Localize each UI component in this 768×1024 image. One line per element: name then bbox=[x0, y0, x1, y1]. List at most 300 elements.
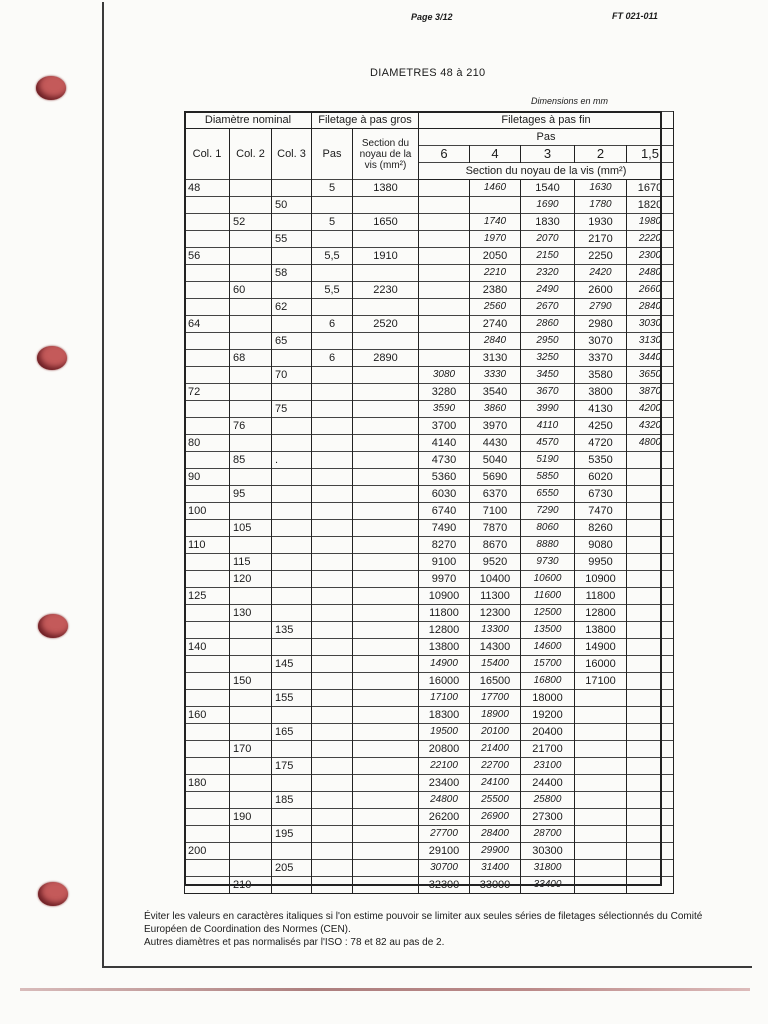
cell-col2: 95 bbox=[230, 486, 272, 503]
cell-fine-3: 3670 bbox=[521, 384, 575, 401]
cell-fine-4: 33000 bbox=[470, 877, 521, 894]
table-row bbox=[185, 792, 674, 809]
cell-col3 bbox=[272, 843, 312, 860]
cell-col2 bbox=[230, 690, 272, 707]
cell-coarse-pitch bbox=[312, 656, 353, 673]
table-row bbox=[185, 469, 674, 486]
cell-col3 bbox=[272, 639, 312, 656]
cell-coarse-pitch bbox=[312, 622, 353, 639]
cell-fine-1-5 bbox=[627, 656, 674, 673]
cell-col3 bbox=[272, 316, 312, 333]
cell-fine-6 bbox=[419, 299, 470, 316]
cell-coarse-pitch bbox=[312, 554, 353, 571]
cell-fine-4: 2840 bbox=[470, 333, 521, 350]
cell-col1: 140 bbox=[185, 639, 230, 656]
table-row bbox=[185, 503, 674, 520]
cell-fine-6: 8270 bbox=[419, 537, 470, 554]
cell-fine-3: 2860 bbox=[521, 316, 575, 333]
cell-coarse-pitch bbox=[312, 673, 353, 690]
cell-coarse-pitch bbox=[312, 826, 353, 843]
cell-coarse-pitch bbox=[312, 469, 353, 486]
cell-coarse-pitch bbox=[312, 520, 353, 537]
cell-coarse-section bbox=[353, 605, 419, 622]
cell-col1 bbox=[185, 724, 230, 741]
cell-fine-1-5: 2480 bbox=[627, 265, 674, 282]
cell-col2 bbox=[230, 792, 272, 809]
cell-col2 bbox=[230, 537, 272, 554]
cell-col1: 200 bbox=[185, 843, 230, 860]
cell-fine-6: 29100 bbox=[419, 843, 470, 860]
header-fine-pitch: Pas bbox=[419, 129, 674, 146]
cell-col1 bbox=[185, 333, 230, 350]
cell-coarse-pitch: 5,5 bbox=[312, 248, 353, 265]
cell-fine-4: 16500 bbox=[470, 673, 521, 690]
table-row bbox=[185, 639, 674, 656]
cell-coarse-pitch bbox=[312, 860, 353, 877]
cell-fine-6: 3280 bbox=[419, 384, 470, 401]
cell-col3 bbox=[272, 248, 312, 265]
cell-coarse-section bbox=[353, 333, 419, 350]
cell-fine-2: 14900 bbox=[575, 639, 627, 656]
cell-coarse-section bbox=[353, 401, 419, 418]
cell-fine-4: 13300 bbox=[470, 622, 521, 639]
cell-col1 bbox=[185, 673, 230, 690]
cell-col1 bbox=[185, 622, 230, 639]
cell-fine-2: 2250 bbox=[575, 248, 627, 265]
cell-col2: 170 bbox=[230, 741, 272, 758]
header-col2: Col. 2 bbox=[230, 129, 272, 180]
cell-fine-2 bbox=[575, 775, 627, 792]
cell-col1 bbox=[185, 452, 230, 469]
cell-coarse-pitch bbox=[312, 231, 353, 248]
cell-col1 bbox=[185, 690, 230, 707]
cell-coarse-pitch bbox=[312, 741, 353, 758]
cell-fine-2: 4720 bbox=[575, 435, 627, 452]
cell-coarse-pitch bbox=[312, 588, 353, 605]
cell-fine-1-5 bbox=[627, 690, 674, 707]
cell-fine-3: 18000 bbox=[521, 690, 575, 707]
cell-fine-2: 5350 bbox=[575, 452, 627, 469]
cell-coarse-section bbox=[353, 197, 419, 214]
cell-fine-1-5 bbox=[627, 792, 674, 809]
cell-fine-3: 2670 bbox=[521, 299, 575, 316]
cell-col2 bbox=[230, 367, 272, 384]
cell-fine-3: 13500 bbox=[521, 622, 575, 639]
cell-fine-2: 9950 bbox=[575, 554, 627, 571]
cell-coarse-section bbox=[353, 809, 419, 826]
cell-col2: 210 bbox=[230, 877, 272, 894]
cell-col2 bbox=[230, 843, 272, 860]
cell-fine-3: 6550 bbox=[521, 486, 575, 503]
cell-fine-4: 31400 bbox=[470, 860, 521, 877]
cell-coarse-pitch bbox=[312, 724, 353, 741]
cell-fine-6: 4140 bbox=[419, 435, 470, 452]
cell-col3 bbox=[272, 775, 312, 792]
cell-coarse-pitch bbox=[312, 367, 353, 384]
cell-fine-1-5: 1670 bbox=[627, 180, 674, 197]
cell-col2 bbox=[230, 435, 272, 452]
cell-fine-6 bbox=[419, 333, 470, 350]
cell-fine-4: 5690 bbox=[470, 469, 521, 486]
cell-fine-3: 8880 bbox=[521, 537, 575, 554]
table-row bbox=[185, 537, 674, 554]
cell-coarse-section: 1380 bbox=[353, 180, 419, 197]
cell-fine-3: 4570 bbox=[521, 435, 575, 452]
cell-fine-6: 32300 bbox=[419, 877, 470, 894]
cell-fine-1-5 bbox=[627, 537, 674, 554]
cell-fine-4: 4430 bbox=[470, 435, 521, 452]
cell-fine-1-5 bbox=[627, 843, 674, 860]
cell-fine-6: 9970 bbox=[419, 571, 470, 588]
cell-fine-4: 29900 bbox=[470, 843, 521, 860]
cell-col3 bbox=[272, 180, 312, 197]
cell-fine-4: 3540 bbox=[470, 384, 521, 401]
cell-fine-6: 24800 bbox=[419, 792, 470, 809]
cell-col1 bbox=[185, 282, 230, 299]
table-row bbox=[185, 877, 674, 894]
cell-col3: 145 bbox=[272, 656, 312, 673]
cell-col1: 110 bbox=[185, 537, 230, 554]
cell-fine-4: 12300 bbox=[470, 605, 521, 622]
cell-fine-1-5: 1980 bbox=[627, 214, 674, 231]
table-row bbox=[185, 265, 674, 282]
cell-fine-1-5: 1820 bbox=[627, 197, 674, 214]
cell-col3: 50 bbox=[272, 197, 312, 214]
cell-fine-4: 1740 bbox=[470, 214, 521, 231]
cell-fine-1-5 bbox=[627, 452, 674, 469]
cell-fine-1-5 bbox=[627, 622, 674, 639]
cell-col2: 115 bbox=[230, 554, 272, 571]
cell-coarse-section bbox=[353, 418, 419, 435]
cell-col1 bbox=[185, 418, 230, 435]
table-row bbox=[185, 724, 674, 741]
cell-coarse-pitch: 5,5 bbox=[312, 282, 353, 299]
cell-coarse-pitch bbox=[312, 707, 353, 724]
cell-fine-1-5: 3030 bbox=[627, 316, 674, 333]
cell-fine-6: 12800 bbox=[419, 622, 470, 639]
cell-fine-3: 2150 bbox=[521, 248, 575, 265]
cell-col1 bbox=[185, 554, 230, 571]
cell-fine-2 bbox=[575, 792, 627, 809]
cell-fine-2 bbox=[575, 724, 627, 741]
cell-fine-4: 7870 bbox=[470, 520, 521, 537]
cell-fine-2: 3370 bbox=[575, 350, 627, 367]
footnote-line-2: Autres diamètres et pas normalisés par l'ISO : 78 et 82 au pas de 2. bbox=[144, 937, 445, 948]
cell-col2 bbox=[230, 333, 272, 350]
cell-fine-3: 31800 bbox=[521, 860, 575, 877]
cell-col3 bbox=[272, 384, 312, 401]
table-row bbox=[185, 214, 674, 231]
cell-coarse-section bbox=[353, 265, 419, 282]
cell-fine-1-5 bbox=[627, 724, 674, 741]
cell-col3 bbox=[272, 435, 312, 452]
cell-col2 bbox=[230, 707, 272, 724]
cell-fine-2: 6730 bbox=[575, 486, 627, 503]
cell-fine-2: 4130 bbox=[575, 401, 627, 418]
cell-col3: 58 bbox=[272, 265, 312, 282]
table-row bbox=[185, 486, 674, 503]
cell-coarse-section bbox=[353, 384, 419, 401]
cell-col1 bbox=[185, 214, 230, 231]
cell-col1 bbox=[185, 299, 230, 316]
cell-fine-3: 5850 bbox=[521, 469, 575, 486]
cell-col2 bbox=[230, 180, 272, 197]
cell-fine-4: 2050 bbox=[470, 248, 521, 265]
table-row bbox=[185, 350, 674, 367]
cell-fine-3: 27300 bbox=[521, 809, 575, 826]
cell-col1 bbox=[185, 231, 230, 248]
cell-fine-1-5 bbox=[627, 673, 674, 690]
cell-fine-4: 8670 bbox=[470, 537, 521, 554]
cell-fine-3: 7290 bbox=[521, 503, 575, 520]
table-row bbox=[185, 452, 674, 469]
cell-fine-2 bbox=[575, 741, 627, 758]
cell-fine-6 bbox=[419, 180, 470, 197]
cell-coarse-pitch bbox=[312, 775, 353, 792]
cell-fine-1-5 bbox=[627, 775, 674, 792]
cell-col3: 135 bbox=[272, 622, 312, 639]
table-row bbox=[185, 707, 674, 724]
table-row bbox=[185, 554, 674, 571]
table-row bbox=[185, 656, 674, 673]
cell-col2: 130 bbox=[230, 605, 272, 622]
cell-fine-1-5: 2220 bbox=[627, 231, 674, 248]
table-row bbox=[185, 180, 674, 197]
cell-fine-4: 2380 bbox=[470, 282, 521, 299]
cell-fine-6: 19500 bbox=[419, 724, 470, 741]
cell-col3 bbox=[272, 809, 312, 826]
cell-fine-1-5 bbox=[627, 486, 674, 503]
cell-fine-3: 33400 bbox=[521, 877, 575, 894]
header-nominal-diameter: Diamètre nominal bbox=[185, 112, 312, 129]
cell-coarse-pitch bbox=[312, 537, 353, 554]
cell-fine-2: 2170 bbox=[575, 231, 627, 248]
cell-fine-1-5: 4800 bbox=[627, 435, 674, 452]
cell-col3 bbox=[272, 877, 312, 894]
cell-coarse-section bbox=[353, 622, 419, 639]
cell-coarse-pitch bbox=[312, 639, 353, 656]
cell-fine-6: 14900 bbox=[419, 656, 470, 673]
cell-fine-3: 1830 bbox=[521, 214, 575, 231]
cell-col2: 60 bbox=[230, 282, 272, 299]
cell-col1: 64 bbox=[185, 316, 230, 333]
cell-col3: 165 bbox=[272, 724, 312, 741]
table-row bbox=[185, 435, 674, 452]
cell-coarse-pitch bbox=[312, 299, 353, 316]
cell-coarse-section bbox=[353, 231, 419, 248]
cell-fine-3: 28700 bbox=[521, 826, 575, 843]
cell-col2: 76 bbox=[230, 418, 272, 435]
cell-col3 bbox=[272, 588, 312, 605]
cell-fine-4: 1460 bbox=[470, 180, 521, 197]
cell-fine-4: 3860 bbox=[470, 401, 521, 418]
cell-fine-2: 16000 bbox=[575, 656, 627, 673]
cell-coarse-section: 1910 bbox=[353, 248, 419, 265]
cell-fine-4: 25500 bbox=[470, 792, 521, 809]
cell-coarse-section: 1650 bbox=[353, 214, 419, 231]
cell-col2 bbox=[230, 588, 272, 605]
cell-col1 bbox=[185, 741, 230, 758]
cell-col3 bbox=[272, 571, 312, 588]
cell-col2 bbox=[230, 860, 272, 877]
cell-col2: 150 bbox=[230, 673, 272, 690]
cell-fine-6: 20800 bbox=[419, 741, 470, 758]
cell-fine-1-5 bbox=[627, 758, 674, 775]
cell-fine-4 bbox=[470, 197, 521, 214]
cell-coarse-pitch bbox=[312, 333, 353, 350]
cell-fine-2: 13800 bbox=[575, 622, 627, 639]
cell-coarse-pitch: 6 bbox=[312, 316, 353, 333]
cell-coarse-pitch bbox=[312, 877, 353, 894]
binder-hole-bottom bbox=[38, 882, 68, 906]
table-row bbox=[185, 826, 674, 843]
cell-fine-2 bbox=[575, 758, 627, 775]
cell-fine-1-5 bbox=[627, 860, 674, 877]
cell-col2 bbox=[230, 775, 272, 792]
cell-coarse-section bbox=[353, 673, 419, 690]
cell-col2: 120 bbox=[230, 571, 272, 588]
cell-fine-3: 10600 bbox=[521, 571, 575, 588]
header-coarse-thread: Filetage à pas gros bbox=[312, 112, 419, 129]
cell-col2 bbox=[230, 299, 272, 316]
cell-fine-1-5: 4320 bbox=[627, 418, 674, 435]
footnote bbox=[144, 910, 744, 949]
cell-fine-2: 9080 bbox=[575, 537, 627, 554]
cell-fine-1-5 bbox=[627, 469, 674, 486]
cell-fine-2: 1930 bbox=[575, 214, 627, 231]
cell-col2 bbox=[230, 401, 272, 418]
table-row bbox=[185, 231, 674, 248]
cell-fine-2 bbox=[575, 809, 627, 826]
cell-col2 bbox=[230, 503, 272, 520]
table-row bbox=[185, 843, 674, 860]
cell-fine-6 bbox=[419, 231, 470, 248]
cell-fine-4: 28400 bbox=[470, 826, 521, 843]
cell-coarse-pitch bbox=[312, 843, 353, 860]
cell-col3 bbox=[272, 282, 312, 299]
cell-fine-1-5: 2840 bbox=[627, 299, 674, 316]
cell-col1 bbox=[185, 486, 230, 503]
cell-fine-6: 5360 bbox=[419, 469, 470, 486]
binder-hole-middle bbox=[37, 346, 67, 370]
cell-fine-6: 11800 bbox=[419, 605, 470, 622]
cell-fine-6: 9100 bbox=[419, 554, 470, 571]
header-coarse-section: Section du noyau de la vis (mm²) bbox=[353, 129, 419, 180]
cell-col1 bbox=[185, 877, 230, 894]
cell-fine-6: 26200 bbox=[419, 809, 470, 826]
table-row bbox=[185, 622, 674, 639]
table-body bbox=[185, 180, 674, 894]
cell-col1 bbox=[185, 809, 230, 826]
cell-col3 bbox=[272, 605, 312, 622]
cell-col2 bbox=[230, 265, 272, 282]
cell-fine-1-5 bbox=[627, 571, 674, 588]
cell-col3: 155 bbox=[272, 690, 312, 707]
header-pitch-2: 2 bbox=[575, 146, 627, 163]
cell-fine-2: 3800 bbox=[575, 384, 627, 401]
cell-col3 bbox=[272, 554, 312, 571]
table-row bbox=[185, 367, 674, 384]
cell-col3 bbox=[272, 673, 312, 690]
cell-col2: 85 bbox=[230, 452, 272, 469]
cell-fine-4: 20100 bbox=[470, 724, 521, 741]
cell-coarse-pitch bbox=[312, 401, 353, 418]
table-row bbox=[185, 197, 674, 214]
cell-fine-3: 24400 bbox=[521, 775, 575, 792]
cell-fine-3: 2950 bbox=[521, 333, 575, 350]
cell-fine-2 bbox=[575, 707, 627, 724]
cell-fine-4: 22700 bbox=[470, 758, 521, 775]
cell-fine-4: 2740 bbox=[470, 316, 521, 333]
table-row bbox=[185, 673, 674, 690]
header-pitch-4: 4 bbox=[470, 146, 521, 163]
cell-fine-3: 25800 bbox=[521, 792, 575, 809]
cell-coarse-section: 2890 bbox=[353, 350, 419, 367]
cell-fine-6 bbox=[419, 316, 470, 333]
cell-col1: 48 bbox=[185, 180, 230, 197]
cell-fine-4: 10400 bbox=[470, 571, 521, 588]
cell-col1: 125 bbox=[185, 588, 230, 605]
cell-fine-3: 15700 bbox=[521, 656, 575, 673]
cell-coarse-section bbox=[353, 520, 419, 537]
cell-fine-3: 8060 bbox=[521, 520, 575, 537]
table-row bbox=[185, 384, 674, 401]
table-row bbox=[185, 571, 674, 588]
cell-fine-6: 3080 bbox=[419, 367, 470, 384]
cell-fine-1-5 bbox=[627, 826, 674, 843]
cell-col2 bbox=[230, 724, 272, 741]
cell-fine-4: 5040 bbox=[470, 452, 521, 469]
cell-fine-2: 2980 bbox=[575, 316, 627, 333]
cell-col1 bbox=[185, 367, 230, 384]
table-row bbox=[185, 775, 674, 792]
cell-fine-3: 19200 bbox=[521, 707, 575, 724]
cell-coarse-pitch bbox=[312, 265, 353, 282]
cell-coarse-pitch bbox=[312, 809, 353, 826]
cell-fine-6: 30700 bbox=[419, 860, 470, 877]
page-bottom-edge bbox=[20, 988, 750, 991]
cell-col2 bbox=[230, 248, 272, 265]
header-fine-section: Section du noyau de la vis (mm²) bbox=[419, 163, 674, 180]
cell-coarse-pitch: 5 bbox=[312, 214, 353, 231]
cell-fine-4: 24100 bbox=[470, 775, 521, 792]
cell-coarse-section bbox=[353, 639, 419, 656]
cell-fine-4: 3130 bbox=[470, 350, 521, 367]
cell-col1 bbox=[185, 826, 230, 843]
cell-fine-2: 1780 bbox=[575, 197, 627, 214]
cell-coarse-section bbox=[353, 588, 419, 605]
cell-coarse-pitch bbox=[312, 197, 353, 214]
cell-fine-1-5: 3650 bbox=[627, 367, 674, 384]
cell-col3: 70 bbox=[272, 367, 312, 384]
cell-fine-3: 4110 bbox=[521, 418, 575, 435]
table-row bbox=[185, 299, 674, 316]
dimensions-note: Dimensions en mm bbox=[531, 96, 609, 106]
cell-col2: 105 bbox=[230, 520, 272, 537]
cell-fine-2 bbox=[575, 826, 627, 843]
cell-fine-3: 1690 bbox=[521, 197, 575, 214]
cell-col1 bbox=[185, 758, 230, 775]
cell-coarse-pitch bbox=[312, 503, 353, 520]
cell-col3: 195 bbox=[272, 826, 312, 843]
cell-fine-1-5: 3870 bbox=[627, 384, 674, 401]
cell-col2 bbox=[230, 316, 272, 333]
cell-col2: 68 bbox=[230, 350, 272, 367]
cell-col3 bbox=[272, 214, 312, 231]
cell-fine-6 bbox=[419, 214, 470, 231]
cell-col2 bbox=[230, 758, 272, 775]
table-row bbox=[185, 758, 674, 775]
